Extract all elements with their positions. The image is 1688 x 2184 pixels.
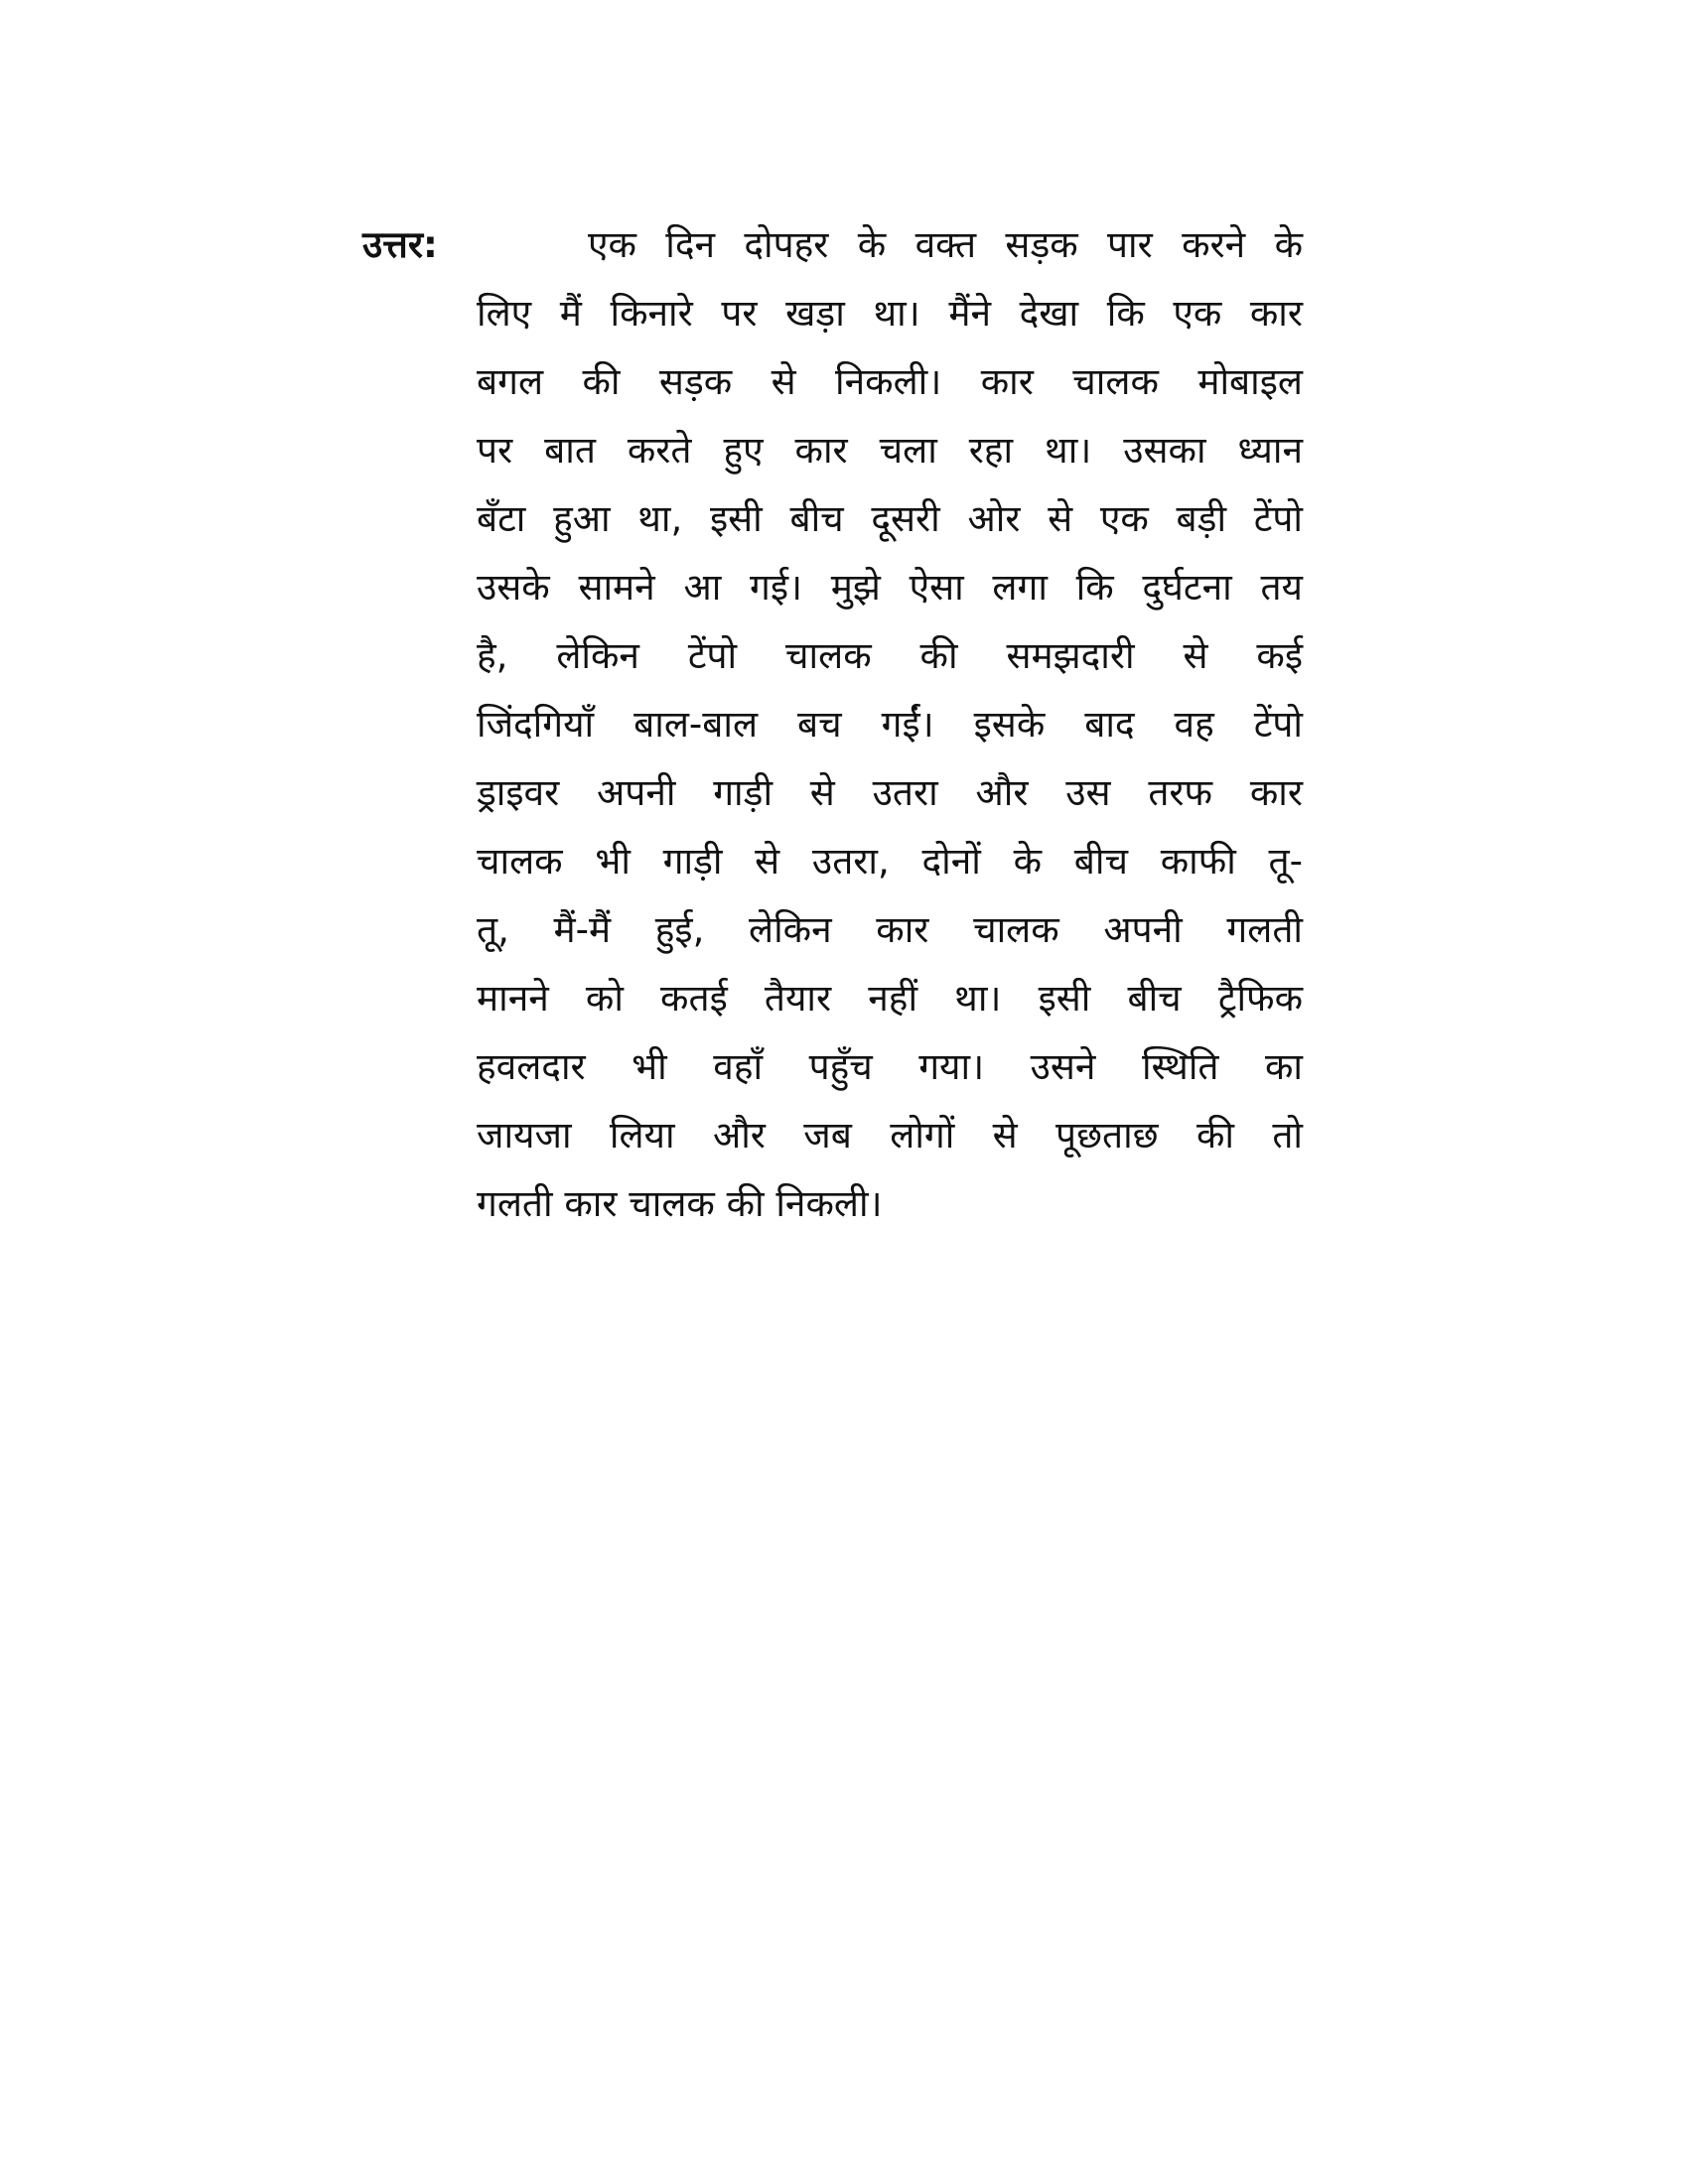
answer-line: बँटा हुआ था, इसी बीच दूसरी ओर से एक बड़ी टेंपो [477, 497, 1303, 540]
answer-line: लिए मैं किनारे पर खड़ा था। मैंने देखा कि एक कार [477, 292, 1303, 335]
answer-line: है, लेकिन टेंपो चालक की समझदारी से कई [477, 634, 1303, 677]
answer-line: उसके सामने आ गई। मुझे ऐसा लगा कि दुर्घटना तय [477, 566, 1303, 609]
answer-line: एक दिन दोपहर के वक्त सड़क पार करने के [588, 223, 1303, 266]
answer-line: ड्राइवर अपनी गाड़ी से उतरा और उस तरफ कार [477, 771, 1303, 814]
answer-label: उत्तर: [362, 223, 438, 266]
answer-line: चालक भी गाड़ी से उतरा, दोनों के बीच काफी तू- [477, 840, 1303, 883]
answer-line: गलती कार चालक की निकली। [477, 1182, 883, 1225]
answer-paragraph [477, 220, 1303, 1248]
answer-line: तू, मैं-मैं हुई, लेकिन कार चालक अपनी गलती [477, 908, 1303, 951]
answer-line: मानने को कतई तैयार नहीं था। इसी बीच ट्रैफिक [477, 977, 1303, 1020]
answer-line: पर बात करते हुए कार चला रहा था। उसका ध्यान [477, 429, 1303, 472]
answer-line: जिंदगियाँ बाल-बाल बच गईं। इसके बाद वह टेंपो [477, 703, 1303, 746]
answer-line: हवलदार भी वहाँ पहुँच गया। उसने स्थिति का [477, 1045, 1303, 1088]
answer-line: बगल की सड़क से निकली। कार चालक मोबाइल [477, 360, 1303, 403]
answer-line: जायजा लिया और जब लोगों से पूछताछ की तो [477, 1114, 1303, 1157]
